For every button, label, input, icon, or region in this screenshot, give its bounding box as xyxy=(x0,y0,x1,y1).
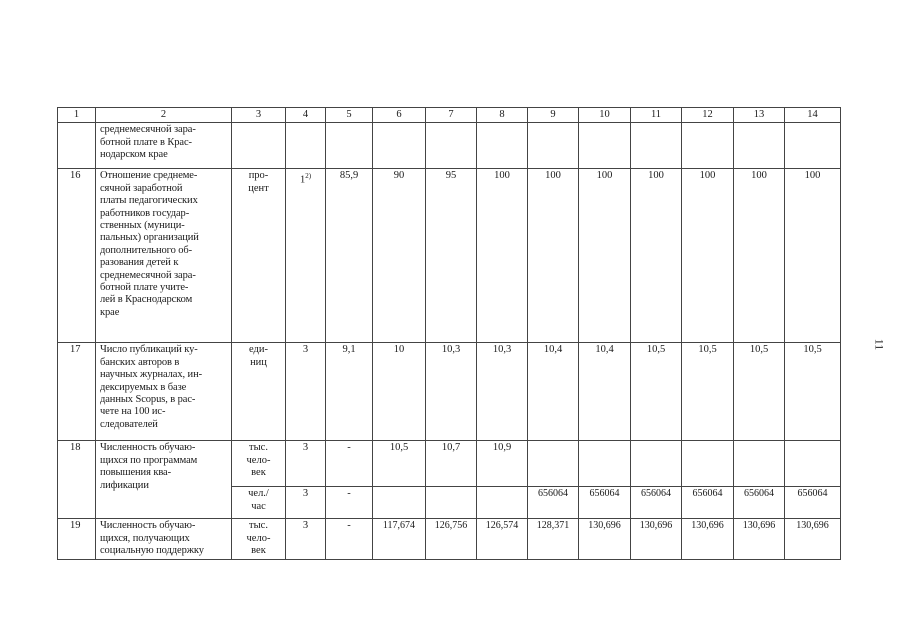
col-header-1: 1 xyxy=(58,108,96,123)
row-number-cell: 16 xyxy=(58,169,96,343)
footnote-mark: 2) xyxy=(305,172,312,181)
col-header-2: 2 xyxy=(96,108,232,123)
col-header-12: 12 xyxy=(682,108,734,123)
indicator-name-cell: Численность обучаю- щихся, получающих социальную поддержку xyxy=(96,519,232,559)
value-cell: 10,9 xyxy=(477,441,528,487)
value-cell: 10,4 xyxy=(528,343,579,441)
value-cell: 100 xyxy=(528,169,579,343)
unit-cell: тыс. чело- век xyxy=(232,441,286,487)
unit-cell: тыс. чело- век xyxy=(232,519,286,559)
value-cell xyxy=(426,487,477,519)
value-cell: 10,5 xyxy=(682,343,734,441)
indicator-name-cell: Число публикаций ку- банских авторов в научных журналах, ин- дексируемых в базе данных Scopus, в рас- чете на 100 ис- следователей xyxy=(96,343,232,441)
value-cell: 10,5 xyxy=(785,343,841,441)
source-cell: 3 xyxy=(286,519,326,559)
value-cell: 126,574 xyxy=(477,519,528,559)
col-header-10: 10 xyxy=(579,108,631,123)
table-row-17 xyxy=(58,343,841,441)
value-cell: 130,696 xyxy=(579,519,631,559)
unit-cell: про- цент xyxy=(232,169,286,343)
source-cell: 3 xyxy=(286,487,326,519)
unit-cell: еди- ниц xyxy=(232,343,286,441)
table-row-18 xyxy=(58,441,841,487)
value-cell: 656064 xyxy=(528,487,579,519)
value-cell xyxy=(682,441,734,487)
value-cell xyxy=(477,487,528,519)
table-row-16 xyxy=(58,169,841,343)
value-cell xyxy=(734,441,785,487)
value-cell: 100 xyxy=(682,169,734,343)
col-header-7: 7 xyxy=(426,108,477,123)
column-number-row xyxy=(58,108,841,123)
col-header-14: 14 xyxy=(785,108,841,123)
value-cell: 10 xyxy=(373,343,426,441)
unit-cell: чел./ час xyxy=(232,487,286,519)
value-cell: 656064 xyxy=(631,487,682,519)
value-cell xyxy=(579,441,631,487)
value-cell: 130,696 xyxy=(682,519,734,559)
table-row-19 xyxy=(58,519,841,559)
col-header-5: 5 xyxy=(326,108,373,123)
value-cell xyxy=(528,441,579,487)
value-cell: 10,7 xyxy=(426,441,477,487)
col-header-4: 4 xyxy=(286,108,326,123)
source-cell: 3 xyxy=(286,343,326,441)
value-cell xyxy=(373,487,426,519)
value-cell: 656064 xyxy=(579,487,631,519)
value-cell: 9,1 xyxy=(326,343,373,441)
value-cell: 100 xyxy=(734,169,785,343)
value-cell: 10,5 xyxy=(373,441,426,487)
value-cell: 130,696 xyxy=(631,519,682,559)
value-cell: - xyxy=(326,519,373,559)
value-cell: - xyxy=(326,487,373,519)
value-cell: 10,4 xyxy=(579,343,631,441)
col-header-11: 11 xyxy=(631,108,682,123)
value-cell: 90 xyxy=(373,169,426,343)
source-cell: 3 xyxy=(286,441,326,487)
value-cell xyxy=(785,441,841,487)
source-cell xyxy=(286,169,326,343)
value-cell: 85,9 xyxy=(326,169,373,343)
indicator-name-cell: Численность обучаю- щихся по программам повышения ква- лификации xyxy=(96,441,232,519)
col-header-9: 9 xyxy=(528,108,579,123)
value-cell: 100 xyxy=(785,169,841,343)
indicator-name-cell: среднемесячной зара- ботной плате в Крас- нодарском крае xyxy=(96,123,232,169)
value-cell xyxy=(631,441,682,487)
row-number-cell: 18 xyxy=(58,441,96,519)
value-cell: 128,371 xyxy=(528,519,579,559)
source-value: 1 xyxy=(299,174,306,186)
value-cell: 100 xyxy=(631,169,682,343)
value-cell: 100 xyxy=(579,169,631,343)
value-cell: 10,5 xyxy=(631,343,682,441)
page-number: 11 xyxy=(872,338,887,351)
row-number-cell: 17 xyxy=(58,343,96,441)
value-cell: 656064 xyxy=(734,487,785,519)
value-cell: 656064 xyxy=(682,487,734,519)
value-cell: 10,3 xyxy=(426,343,477,441)
value-cell: - xyxy=(326,441,373,487)
value-cell: 130,696 xyxy=(734,519,785,559)
indicator-name-cell: Отношение среднеме- сячной заработной платы педагогических работников государ- ственных (муници- пальных) организаций дополнительного об- разования детей к среднемесячной зара- ботной плате учите- лей в Краснодарском крае xyxy=(96,169,232,343)
col-header-13: 13 xyxy=(734,108,785,123)
col-header-8: 8 xyxy=(477,108,528,123)
value-cell: 126,756 xyxy=(426,519,477,559)
value-cell: 10,5 xyxy=(734,343,785,441)
col-header-6: 6 xyxy=(373,108,426,123)
table-row-continuation xyxy=(58,123,841,169)
value-cell: 100 xyxy=(477,169,528,343)
value-cell: 130,696 xyxy=(785,519,841,559)
row-number-cell xyxy=(58,123,96,169)
value-cell: 95 xyxy=(426,169,477,343)
value-cell: 656064 xyxy=(785,487,841,519)
value-cell: 117,674 xyxy=(373,519,426,559)
indicator-table xyxy=(57,107,841,560)
row-number-cell: 19 xyxy=(58,519,96,559)
value-cell: 10,3 xyxy=(477,343,528,441)
col-header-3: 3 xyxy=(232,108,286,123)
